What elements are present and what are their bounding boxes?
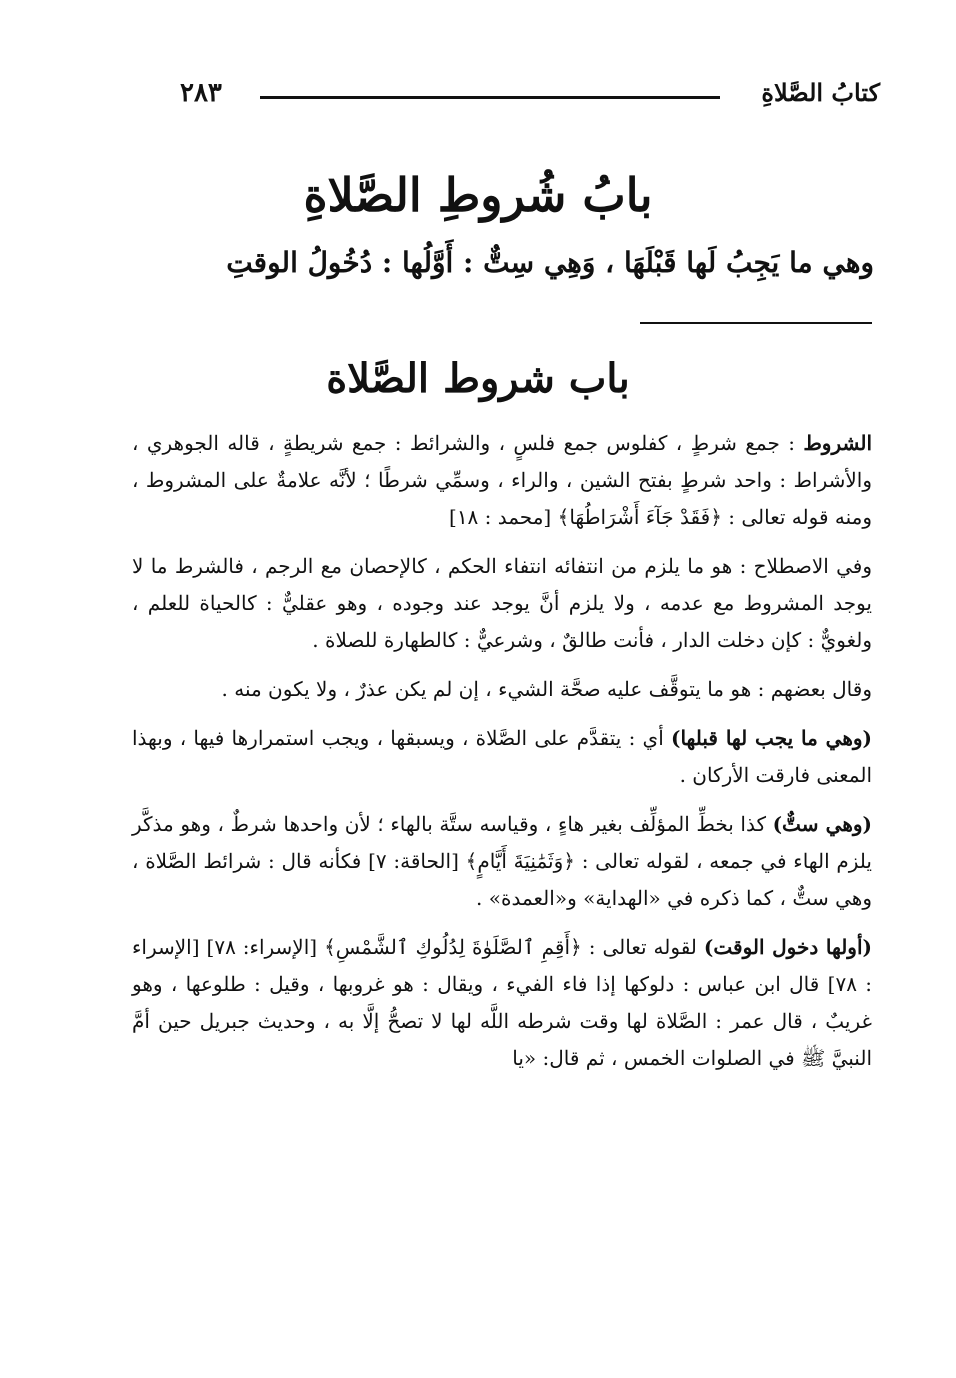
paragraph-text: وفي الاصطلاح : هو ما يلزم من انتفائه انتفاء الحكم ، كالإحصان مع الرجم ، فالشرط ما لا يوجد المشروط مع عدمه ، ولا يلزم أنَّ يوجد عند وجوده ، وهو عقليٌّ : كالحياة للعلم ، ولغويٌّ : كإن دخلت الدار ، فأنت طالقٌ ، وشرعيٌّ : كالطهارة للصلاة . bbox=[132, 554, 872, 652]
paragraph-lemma: (أولها دخول الوقت) bbox=[703, 935, 872, 959]
page-number: ٢٨٣ bbox=[180, 78, 222, 108]
paragraph-text: وقال بعضهم : هو ما يتوقَّف عليه صحَّة الشيء ، إن لم يكن عذرٌ ، ولا يكون منه . bbox=[221, 677, 872, 701]
commentary-paragraph bbox=[132, 720, 872, 794]
paragraph-lemma: (وهي ما يجب لها قبلها) bbox=[671, 726, 872, 750]
running-head: كتابُ الصَّلاةِ bbox=[761, 78, 880, 107]
matn-text: وهي ما يَجِبُ لَها قَبْلَهَا ، وَهِي سِتٌّ : أَوَّلُها : دُخُولُ الوقتِ bbox=[226, 246, 874, 279]
matn-chapter-title: بابُ شُروطِ الصَّلاةِ bbox=[303, 168, 653, 222]
page-header bbox=[180, 78, 880, 118]
commentary-paragraph bbox=[132, 929, 872, 1077]
commentary-paragraph bbox=[132, 671, 872, 708]
paragraph-lemma: (وهي ستٌّ) bbox=[772, 812, 872, 836]
paragraph-text: كذا بخطِّ المؤلِّف بغير هاءٍ ، وقياسه ستَّة بالهاء ؛ لأن واحدها شرطٌ ، وهو مذكَّر يلزم الهاء في جمعه ، لقوله تعالى : ﴿وَثَمَٰنِيَةَ أَيَّامٍ﴾ [الحاقة: ٧] فكأنه قال : شرائط الصَّلاة ، وهي ستٌّ ، كما ذكره في «الهداية» و«العمدة» . bbox=[132, 812, 872, 910]
paragraph-text: : جمع شرطٍ ، كفلوس جمع فلسٍ ، والشرائط : جمع شريطةٍ ، قاله الجوهري ، والأشراط : واحد شرطٍ بفتح الشين ، والراء ، وسمِّي شرطًا ؛ لأنَّه علامةٌ على المشروط ، ومنه قوله تعالى : ﴿فَقَدْ جَآءَ أَشْرَاطُهَا﴾ [محمد : ١٨] bbox=[132, 431, 872, 529]
paragraph-text: أي : يتقدَّم على الصَّلاة ، ويسبقها ، ويجب استمرارها فيها ، وبهذا المعنى فارقت الأركان . bbox=[132, 726, 872, 787]
commentary-paragraph bbox=[132, 425, 872, 536]
paragraph-text: لقوله تعالى : ﴿أَقِمِ ٱلصَّلَوٰةَ لِدُلُوكِ ٱلشَّمْسِ﴾ [الإسراء: ٧٨] [الإسراء : ٧٨] قال ابن عباس : دلوكها إذا فاء الفيء ، ويقال : هو غروبها ، وقيل : طلوعها ، وهو غريبٌ ، قال عمر : الصَّلاة لها وقت شرطه اللَّه لها لا تصحُّ إلَّا به ، وحديث جبريل حين أمَّ النبيَّ ﷺ في الصلوات الخمس ، ثم قال: «يا bbox=[132, 935, 872, 1070]
header-rule bbox=[260, 96, 720, 99]
commentary-paragraph bbox=[132, 548, 872, 659]
commentary-body bbox=[132, 425, 872, 1089]
commentary-paragraph bbox=[132, 806, 872, 917]
commentary-chapter-title: باب شروط الصَّلاة bbox=[326, 355, 630, 402]
paragraph-lemma: الشروط bbox=[803, 431, 872, 455]
matn-separator-rule bbox=[640, 322, 872, 324]
